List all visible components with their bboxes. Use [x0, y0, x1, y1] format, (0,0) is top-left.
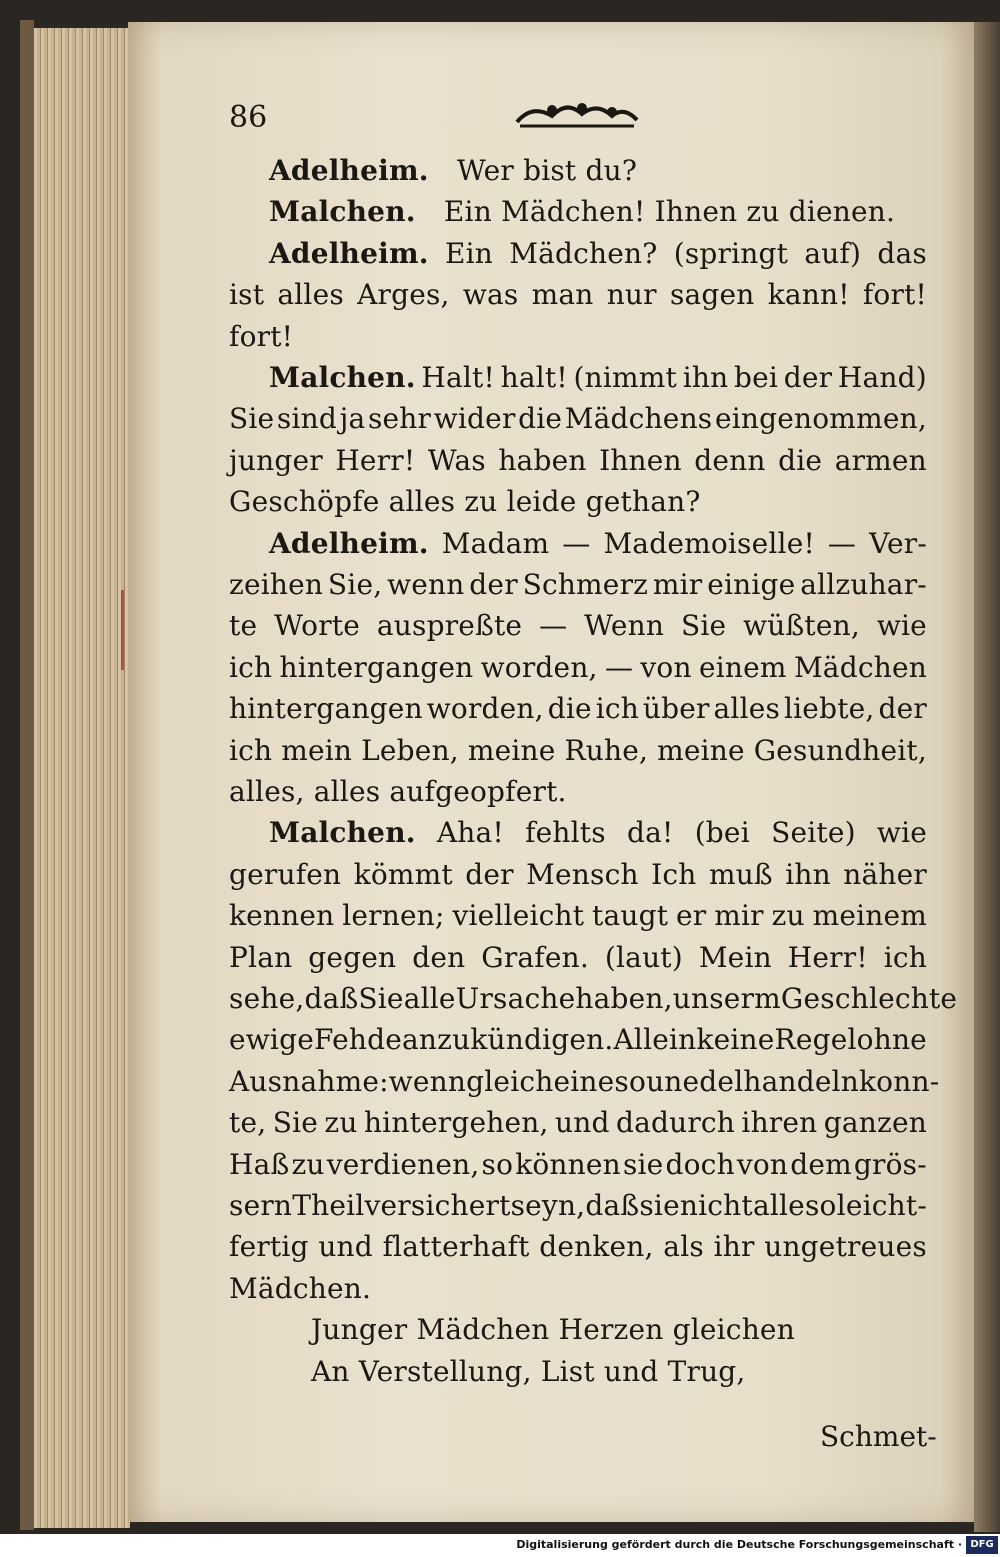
word: alles — [713, 692, 781, 726]
text-line — [269, 816, 927, 849]
text-line — [229, 485, 701, 518]
text-line — [229, 444, 927, 477]
word: hintergangen — [229, 692, 423, 726]
line-text: alles, alles aufgeopfert. — [229, 775, 567, 808]
word: Was — [427, 443, 486, 477]
text-line — [229, 1148, 927, 1181]
text-line — [229, 692, 927, 725]
word: denn — [694, 443, 766, 477]
word: alles — [277, 278, 344, 312]
word: (springt — [673, 236, 789, 270]
word: versichert — [364, 1189, 511, 1222]
text-line — [229, 320, 293, 353]
word: zeihen — [229, 568, 324, 601]
text-line — [269, 361, 927, 394]
text-line — [229, 1272, 371, 1305]
word: Madam — [441, 526, 550, 560]
page-number: 86 — [229, 100, 268, 135]
word: Ursache — [455, 982, 576, 1015]
word: ich — [595, 692, 639, 726]
word: unedel — [646, 1064, 744, 1098]
word: konn- — [859, 1064, 940, 1098]
word: wenn — [388, 1064, 467, 1098]
word: Sie, — [327, 568, 383, 601]
word: gleich — [466, 1064, 554, 1098]
word: von — [640, 650, 692, 684]
speaker-name: Adelheim. — [269, 526, 429, 560]
word: ist — [229, 278, 265, 312]
word: auspreßte — [376, 609, 523, 643]
word: handeln — [743, 1064, 860, 1098]
word: so — [804, 1189, 837, 1222]
page-stack-edge — [30, 28, 130, 1528]
word: der — [878, 692, 927, 726]
text-line — [229, 1064, 940, 1098]
speaker-name: Malchen. — [269, 816, 416, 850]
word: allzuhar- — [800, 568, 927, 601]
word: kennen — [229, 899, 335, 933]
word: Worte — [274, 609, 361, 643]
word: Ruhe, — [564, 733, 649, 767]
word: dem — [790, 1147, 852, 1181]
text-line — [229, 899, 927, 932]
word: zu — [291, 1147, 325, 1181]
word: ewige — [229, 1023, 314, 1057]
word: so — [481, 1147, 514, 1181]
word: Plan — [229, 940, 293, 974]
word: wenn — [387, 568, 465, 601]
word: ganzen — [823, 1106, 927, 1140]
word: daß — [304, 982, 359, 1015]
word: Schmerz — [522, 568, 649, 601]
word: denken, — [539, 1230, 654, 1264]
word: Mein — [698, 940, 772, 974]
text-line — [229, 1189, 927, 1222]
word: Herr! — [787, 940, 868, 974]
word: über — [642, 692, 710, 726]
word: die — [518, 402, 563, 436]
word: (bei — [694, 816, 750, 850]
word: Regel — [774, 1023, 857, 1057]
word: das — [877, 236, 927, 270]
word: ihr — [713, 1230, 755, 1264]
word: anzukündigen. — [402, 1023, 614, 1057]
word: halt! — [500, 361, 568, 394]
word: kömmt — [353, 857, 453, 891]
text-line — [229, 568, 927, 601]
word: vielleicht — [452, 899, 585, 933]
word: kann! — [767, 278, 850, 312]
word: te, — [229, 1106, 267, 1140]
word: lernen; — [342, 899, 445, 933]
word: Wenn — [584, 609, 665, 643]
text-line — [311, 1355, 746, 1388]
word: ungetreues — [764, 1230, 927, 1264]
word: ohne — [856, 1023, 927, 1057]
word: den — [412, 940, 466, 974]
word: dadurch — [615, 1106, 736, 1140]
word: — — [539, 609, 568, 643]
page-stack-shadow — [20, 20, 34, 1530]
word: und — [318, 1230, 373, 1264]
word: Ver- — [869, 526, 927, 560]
word: Ich — [651, 857, 697, 891]
word: der — [465, 857, 514, 891]
word: wüßten, — [743, 609, 860, 643]
word: Fehde — [314, 1023, 403, 1057]
word: wie — [876, 609, 927, 643]
word: Ihnen — [599, 443, 682, 477]
word: sie — [622, 1147, 664, 1181]
text-line — [229, 858, 927, 891]
text-line — [269, 154, 637, 187]
word: was — [462, 278, 519, 312]
word: eingenommen, — [714, 402, 927, 436]
word: — — [562, 526, 591, 560]
word: keine — [696, 1023, 775, 1057]
word: Leben, — [361, 733, 459, 767]
dfg-logo: DFG — [966, 1536, 998, 1554]
word: Sie — [358, 982, 404, 1015]
text-line — [229, 734, 927, 767]
word: ich — [229, 650, 273, 684]
word: taugt — [592, 899, 669, 933]
catchword: Schmet- — [820, 1420, 937, 1453]
text-line — [311, 1313, 795, 1346]
ornament-icon — [512, 94, 642, 134]
word: Mensch — [526, 857, 639, 891]
word: sern — [229, 1189, 293, 1222]
word: te — [229, 609, 258, 643]
word: fehlts — [525, 816, 606, 850]
word: meinem — [812, 899, 927, 933]
footer-credit: Digitalisierung gefördert durch die Deutsche Forschungsgemeinschaft · — [516, 1538, 962, 1551]
word: wie — [876, 816, 927, 850]
word: der — [469, 568, 518, 601]
word: sehe, — [229, 982, 305, 1015]
word: Allein — [613, 1023, 697, 1057]
word: da! — [627, 816, 674, 850]
red-marker — [121, 590, 124, 670]
word: liebte, — [784, 692, 875, 726]
word: so — [614, 1064, 647, 1098]
word: ihn — [682, 361, 729, 394]
word: sagen — [669, 278, 755, 312]
line-text: Junger Mädchen Herzen gleichen — [311, 1313, 795, 1347]
word: haben — [498, 443, 587, 477]
word: Mädchens — [564, 402, 713, 436]
word: und — [555, 1106, 610, 1140]
word: von — [736, 1147, 789, 1181]
text-line — [269, 195, 895, 228]
word: die — [547, 692, 592, 726]
word: — — [827, 526, 857, 560]
text-line — [269, 527, 927, 560]
word: ich — [229, 733, 273, 767]
text-line — [229, 402, 927, 435]
word: Theil — [292, 1189, 365, 1222]
word: wider — [433, 402, 516, 436]
word: hintergehen, — [363, 1106, 549, 1140]
word: doch — [665, 1147, 735, 1181]
word: der — [783, 361, 833, 394]
word: verdienen, — [326, 1147, 480, 1181]
word: — — [604, 650, 634, 684]
word: junger — [229, 443, 323, 477]
word: (nimmt — [573, 361, 677, 394]
word: seyn, — [510, 1189, 586, 1222]
line-text: Ein Mädchen! Ihnen zu dienen. — [443, 195, 896, 229]
word: grös- — [853, 1147, 927, 1181]
footer-bar — [0, 1534, 1000, 1557]
text-line — [229, 982, 958, 1015]
word: haben, — [575, 982, 673, 1015]
word: alle — [403, 982, 456, 1015]
binding-edge-right — [974, 22, 1000, 1532]
speaker-name: Malchen. — [269, 195, 444, 229]
word: sind — [276, 402, 337, 436]
line-text: Geschöpfe alles zu leide gethan? — [229, 485, 701, 519]
word: Halt! — [421, 361, 495, 394]
word: mir — [652, 568, 703, 601]
word: Arges, — [357, 278, 450, 312]
line-text: fort! — [229, 319, 294, 353]
word: ja — [339, 402, 366, 436]
line-text: An Verstellung, List und Trug, — [311, 1354, 746, 1388]
word: unserm — [672, 982, 781, 1015]
word: Mädchen? — [509, 236, 658, 270]
word: ihren — [741, 1106, 818, 1140]
word: armen — [834, 443, 927, 477]
word: bei — [734, 361, 779, 394]
speaker-name: Malchen. — [269, 361, 416, 394]
word: flatterhaft — [382, 1230, 530, 1264]
word: näher — [843, 857, 927, 891]
word: man — [531, 278, 594, 312]
speaker-name: Adelheim. — [269, 154, 457, 187]
text-line — [229, 1106, 927, 1139]
word: Seite) — [771, 816, 856, 850]
word: Grafen. — [481, 940, 589, 974]
word: fort! — [862, 278, 927, 312]
word: Geschlechte — [780, 982, 958, 1015]
word: fertig — [229, 1230, 309, 1264]
word: er — [676, 899, 707, 933]
word: hintergangen — [279, 650, 474, 684]
word: gegen — [308, 940, 397, 974]
text-line — [229, 941, 927, 974]
word: die — [778, 443, 823, 477]
word: meine — [657, 733, 745, 767]
text-line — [229, 775, 567, 808]
word: zu — [771, 899, 805, 933]
word: meine — [467, 733, 556, 767]
word: worden, — [426, 692, 544, 726]
text-line — [229, 278, 927, 311]
word: gerufen — [229, 857, 342, 891]
word: als — [663, 1230, 704, 1264]
word: nur — [606, 278, 657, 312]
word: mein — [281, 733, 353, 767]
line-text: Wer bist du? — [456, 154, 638, 187]
speaker-name: Adelheim. — [269, 236, 429, 270]
word: einige — [707, 568, 796, 601]
word: (laut) — [604, 940, 683, 974]
word: nicht — [679, 1189, 753, 1222]
text-line — [269, 237, 927, 270]
line-text: Mädchen. — [229, 1271, 372, 1305]
word: worden, — [480, 650, 598, 684]
word: sie — [639, 1189, 680, 1222]
word: Ein — [444, 236, 494, 270]
word: einem — [698, 650, 787, 684]
word: Mädchen — [793, 650, 927, 684]
word: zu — [324, 1106, 358, 1140]
text-line — [229, 651, 927, 684]
word: eine — [553, 1064, 615, 1098]
word: sehr — [367, 402, 432, 436]
word: Herr! — [335, 443, 416, 477]
text-line — [229, 1023, 927, 1056]
text-line — [229, 1230, 927, 1263]
word: auf) — [804, 236, 862, 270]
word: mir — [714, 899, 764, 933]
word: Sie — [680, 609, 727, 643]
word: Mademoiselle! — [603, 526, 815, 560]
word: alle — [752, 1189, 805, 1222]
word: leicht- — [836, 1189, 927, 1222]
word: Gesundheit, — [753, 733, 927, 767]
word: Haß — [229, 1147, 290, 1181]
word: Sie — [229, 402, 275, 436]
word: ihn — [785, 857, 831, 891]
word: Sie — [272, 1106, 319, 1140]
word: muß — [708, 857, 773, 891]
word: können — [515, 1147, 621, 1181]
word: ich — [883, 940, 927, 974]
word: daß — [585, 1189, 640, 1222]
word: Hand) — [837, 361, 927, 394]
word: Aha! — [436, 816, 504, 850]
word: Ausnahme: — [229, 1064, 389, 1098]
text-line — [229, 609, 927, 642]
